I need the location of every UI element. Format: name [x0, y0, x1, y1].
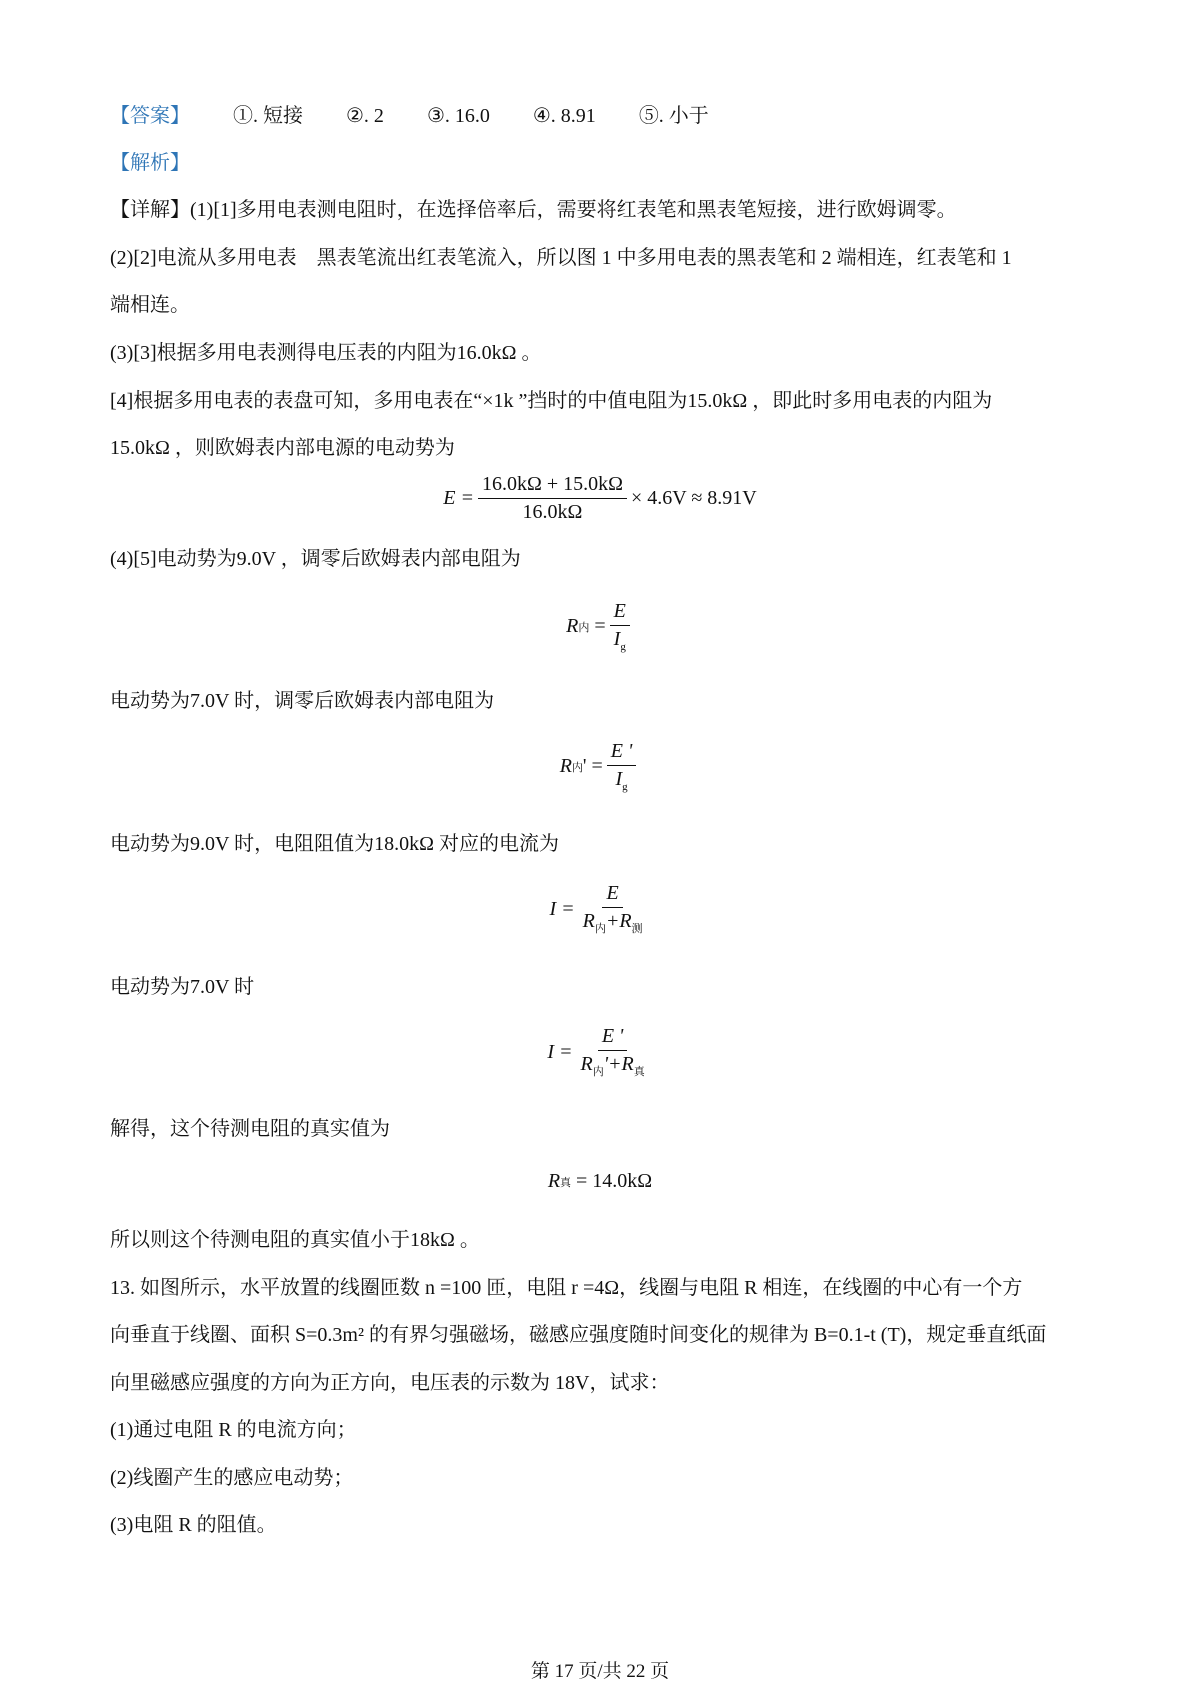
numerator: E [602, 882, 622, 908]
sub: 测 [631, 923, 643, 935]
text-line: 电动势为7.0V 时，调零后欧姆表内部电阻为 [110, 690, 495, 712]
answer-item: ②. 2 [346, 105, 384, 127]
text-line: 解得，这个待测电阻的真实值为 [110, 1118, 390, 1140]
denominator: I [615, 768, 623, 790]
denominator: I [613, 628, 621, 650]
text-line: (4)[5]电动势为9.0V ，调零后欧姆表内部电阻为 [110, 548, 521, 570]
sub: 内 [592, 1066, 604, 1078]
sub: 内 [571, 761, 583, 774]
lhs: E = [443, 487, 474, 509]
numerator: 16.0kΩ + 15.0kΩ [478, 473, 627, 499]
text-line: 15.0kΩ ，则欧姆表内部电源的电动势为 [110, 437, 455, 459]
analysis-label: 【解析】 [110, 152, 190, 174]
text-line: 电动势为7.0V 时 [110, 976, 255, 998]
rhs: × 4.6V ≈ 8.91V [630, 487, 757, 509]
answer-item: ⑤. 小于 [638, 105, 709, 127]
lhs: R [547, 1170, 561, 1192]
question-line: (2)线圈产生的感应电动势； [110, 1467, 354, 1489]
denominator: R [582, 910, 595, 932]
numerator: E ' [598, 1025, 628, 1051]
formula-r-true [0, 1170, 1200, 1193]
lhs: R [559, 755, 572, 777]
text-line: 电动势为9.0V 时，电阻阻值为18.0kΩ 对应的电流为 [110, 833, 559, 855]
eq: = [594, 615, 606, 637]
question-line: (1)通过电阻 R 的电流方向； [110, 1419, 357, 1441]
question-line: (3)电阻 R 的阻值。 [110, 1514, 277, 1536]
formula-current [0, 882, 1200, 936]
numerator: E ' [607, 740, 637, 766]
numerator: E [610, 600, 630, 626]
sub: 真 [560, 1176, 572, 1189]
denominator: R [580, 1053, 593, 1075]
text-line: 所以则这个待测电阻的真实值小于18kΩ 。 [110, 1229, 480, 1251]
formula-r-internal [0, 600, 1200, 653]
denominator: '+R [603, 1053, 634, 1075]
page-footer: 第 17 页/共 22 页 [530, 1661, 670, 1682]
eq: ' = [582, 755, 603, 777]
answer-item: ③. 16.0 [426, 105, 490, 127]
denominator: 16.0kΩ [522, 501, 583, 523]
text-line: 【详解】(1)[1]多用电表测电阻时，在选择倍率后，需要将红表笔和黑表笔短接，进行欧姆调零。 [110, 199, 957, 221]
formula-current-prime [0, 1025, 1200, 1079]
question-line: 向里磁感应强度的方向为正方向，电压表的示数为 18V，试求： [110, 1372, 670, 1394]
answer-row [110, 104, 747, 128]
answer-item: ①. 短接 [233, 105, 303, 127]
sub: g [622, 781, 628, 793]
text-line: (3)[3]根据多用电表测得电压表的内阻为16.0kΩ 。 [110, 342, 542, 364]
denominator: +R [605, 910, 632, 932]
formula-r-internal-prime [0, 740, 1200, 793]
question-line: 13. 如图所示，水平放置的线圈匝数 n =100 匝，电阻 r =4Ω，线圈与电阻 R 相连，在线圈的中心有一个方 [110, 1277, 1023, 1299]
lhs: R [566, 615, 579, 637]
question-line: 向垂直于线圈、面积 S=0.3m² 的有界匀强磁场，磁感应强度随时间变化的规律为 B=0.1-t (T)，规定垂直纸面 [110, 1324, 1047, 1346]
sub: 内 [594, 923, 606, 935]
rhs: = 14.0kΩ [576, 1170, 653, 1192]
sub: g [620, 641, 626, 653]
lhs: I = [549, 897, 575, 920]
text-line: (2)[2]电流从多用电表 黑表笔流出红表笔流入，所以图 1 中多用电表的黑表笔和 2 端相连，红表笔和 1 [110, 247, 1012, 269]
lhs: I = [547, 1040, 573, 1063]
answer-item: ④. 8.91 [532, 105, 596, 127]
formula-emf [0, 473, 1200, 524]
text-line: 端相连。 [110, 294, 190, 316]
sub: 内 [578, 621, 590, 634]
text-line: [4]根据多用电表的表盘可知，多用电表在“×1k ”挡时的中值电阻为15.0kΩ ，即此时多用电表的内阻为 [110, 390, 993, 412]
sub: 真 [633, 1066, 645, 1078]
answer-label: 【答案】 [110, 105, 190, 127]
